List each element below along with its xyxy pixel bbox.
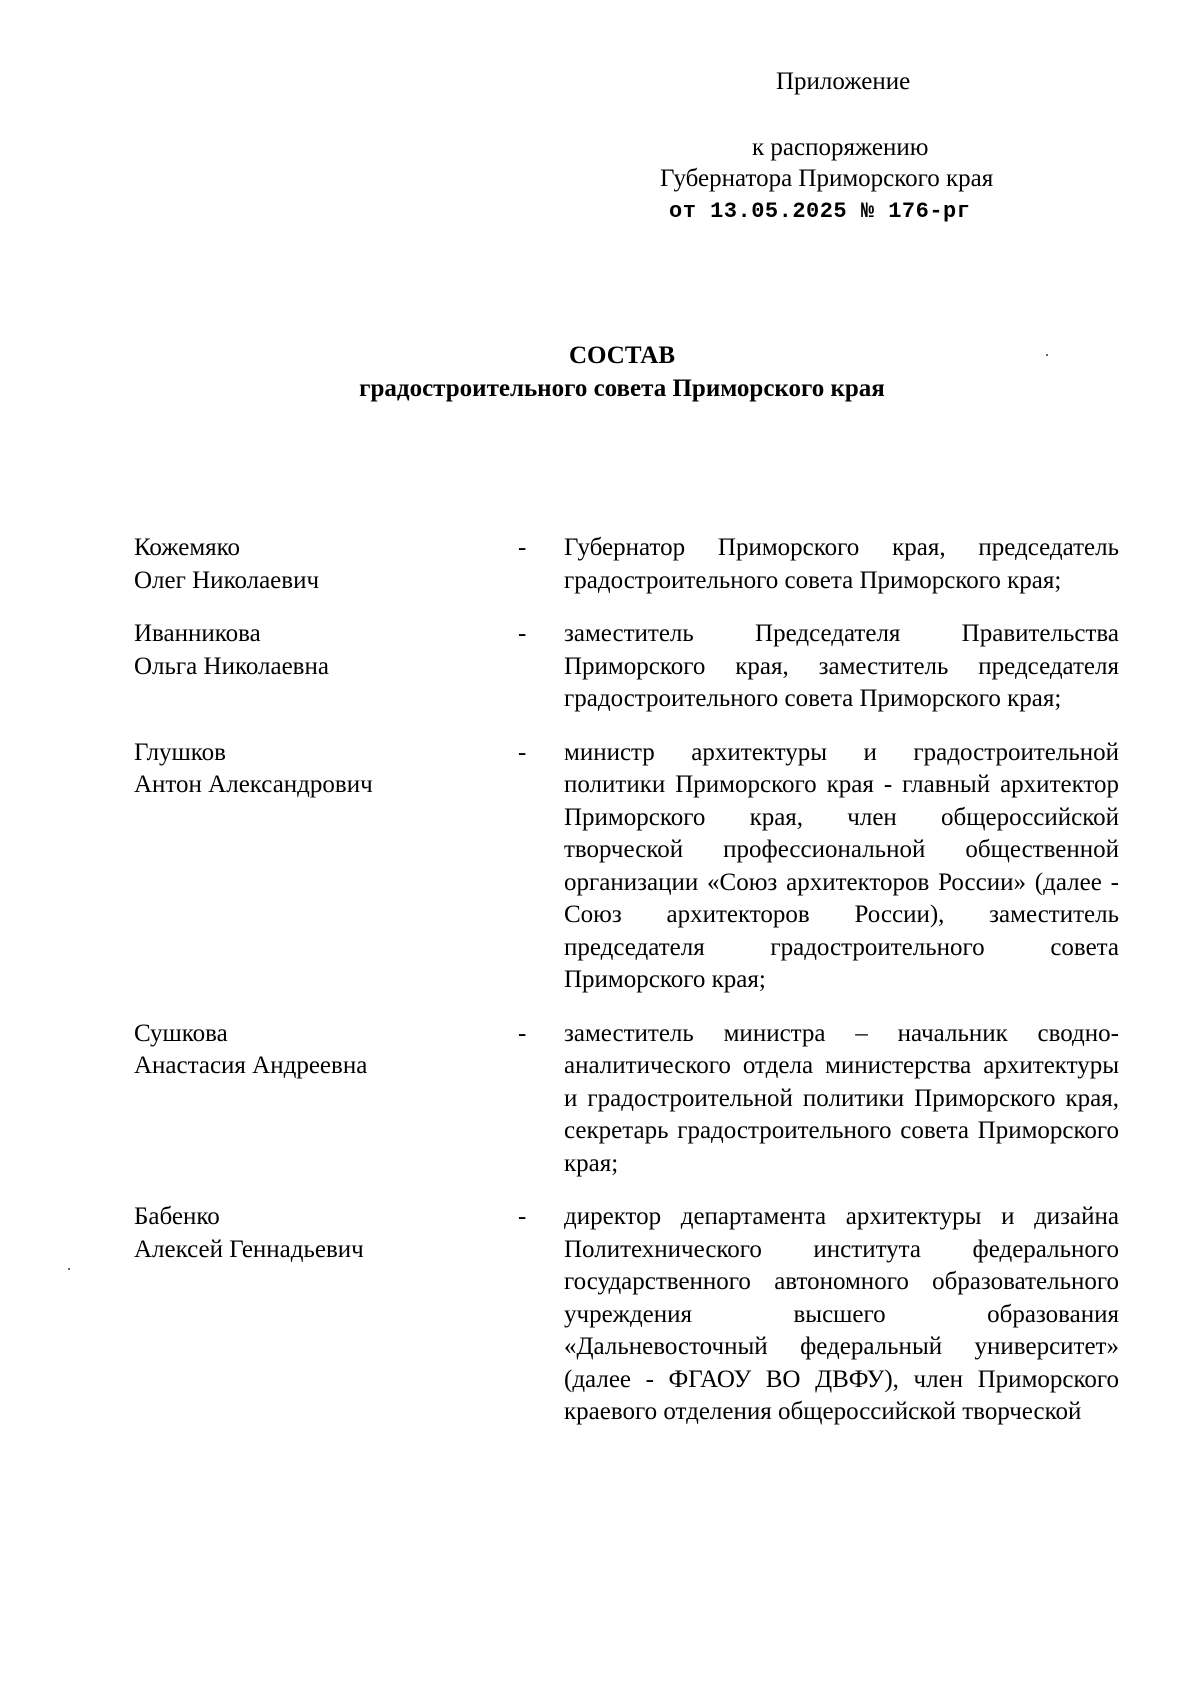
member-given-names: Алексей Геннадьевич — [134, 1235, 364, 1263]
member-given-names: Анастасия Андреевна — [134, 1052, 368, 1079]
member-name — [134, 618, 514, 683]
member-name — [134, 1201, 514, 1266]
member-dash: - — [518, 534, 527, 561]
reference-line-date-number: от 13.05.2025 № 176-рг — [669, 199, 971, 224]
reference-line-governor: Губернатора Приморского края — [660, 165, 994, 192]
member-dash: - — [518, 738, 527, 766]
member-role: заместитель Председателя Правительства Приморского края, заместитель председателя градостроительного совета Приморского края; — [564, 620, 1119, 712]
scan-speck — [1046, 354, 1048, 356]
member-given-names: Антон Александрович — [134, 771, 373, 798]
member-dash: - — [518, 620, 527, 647]
reference-line-order: к распоряжению — [752, 134, 929, 161]
member-dash: - — [518, 1203, 527, 1230]
member-entry — [134, 618, 1124, 716]
member-name — [134, 737, 514, 802]
appendix-reference — [660, 132, 993, 227]
title-line-main: СОСТАВ — [568, 342, 676, 369]
member-entry — [134, 737, 1124, 997]
title-line-sub: градостроительного совета Приморского края — [359, 375, 885, 402]
member-role: министр архитектуры и градостроительной политики Приморского края - главный архитектор Приморского края, член общероссийской творческой профессиональной общественной организации «Союз архитекторов России» (далее - Союз архитекторов России), заместитель председателя градостроительного совета Приморского края; — [564, 738, 1119, 993]
appendix-label-text: Приложение — [776, 68, 911, 95]
scan-speck — [68, 1268, 70, 1270]
member-dash: - — [518, 1019, 527, 1047]
member-surname: Глушков — [134, 738, 226, 766]
member-entry — [134, 1018, 1124, 1181]
member-surname: Сушкова — [134, 1019, 228, 1047]
member-name — [134, 1018, 514, 1083]
member-surname: Бабенко — [134, 1203, 220, 1230]
member-surname: Кожемяко — [134, 534, 241, 561]
members-list — [134, 532, 1124, 1429]
document-title — [0, 339, 1200, 405]
member-role: Губернатор Приморского края, председатель градостроительного совета Приморского края; — [564, 534, 1119, 594]
appendix-label — [776, 66, 910, 97]
member-given-names: Ольга Николаевна — [134, 652, 329, 680]
member-role: директор департамента архитектуры и дизайна Политехнического института федерального государственного автономного образовательного учреждения высшего образования «Дальневосточный федеральный университет» (далее - ФГАОУ ВО ДВФУ), член Приморского краевого отделения общероссийской творческой — [564, 1203, 1119, 1425]
member-given-names: Олег Николаевич — [134, 566, 320, 594]
member-surname: Иванникова — [134, 620, 261, 647]
member-entry — [134, 1201, 1124, 1429]
member-name — [134, 532, 514, 597]
member-entry — [134, 532, 1124, 597]
member-role: заместитель министра – начальник сводно-аналитического отдела министерства архитектуры и градостроительной политики Приморского края, секретарь градостроительного совета Приморского края; — [564, 1019, 1119, 1177]
